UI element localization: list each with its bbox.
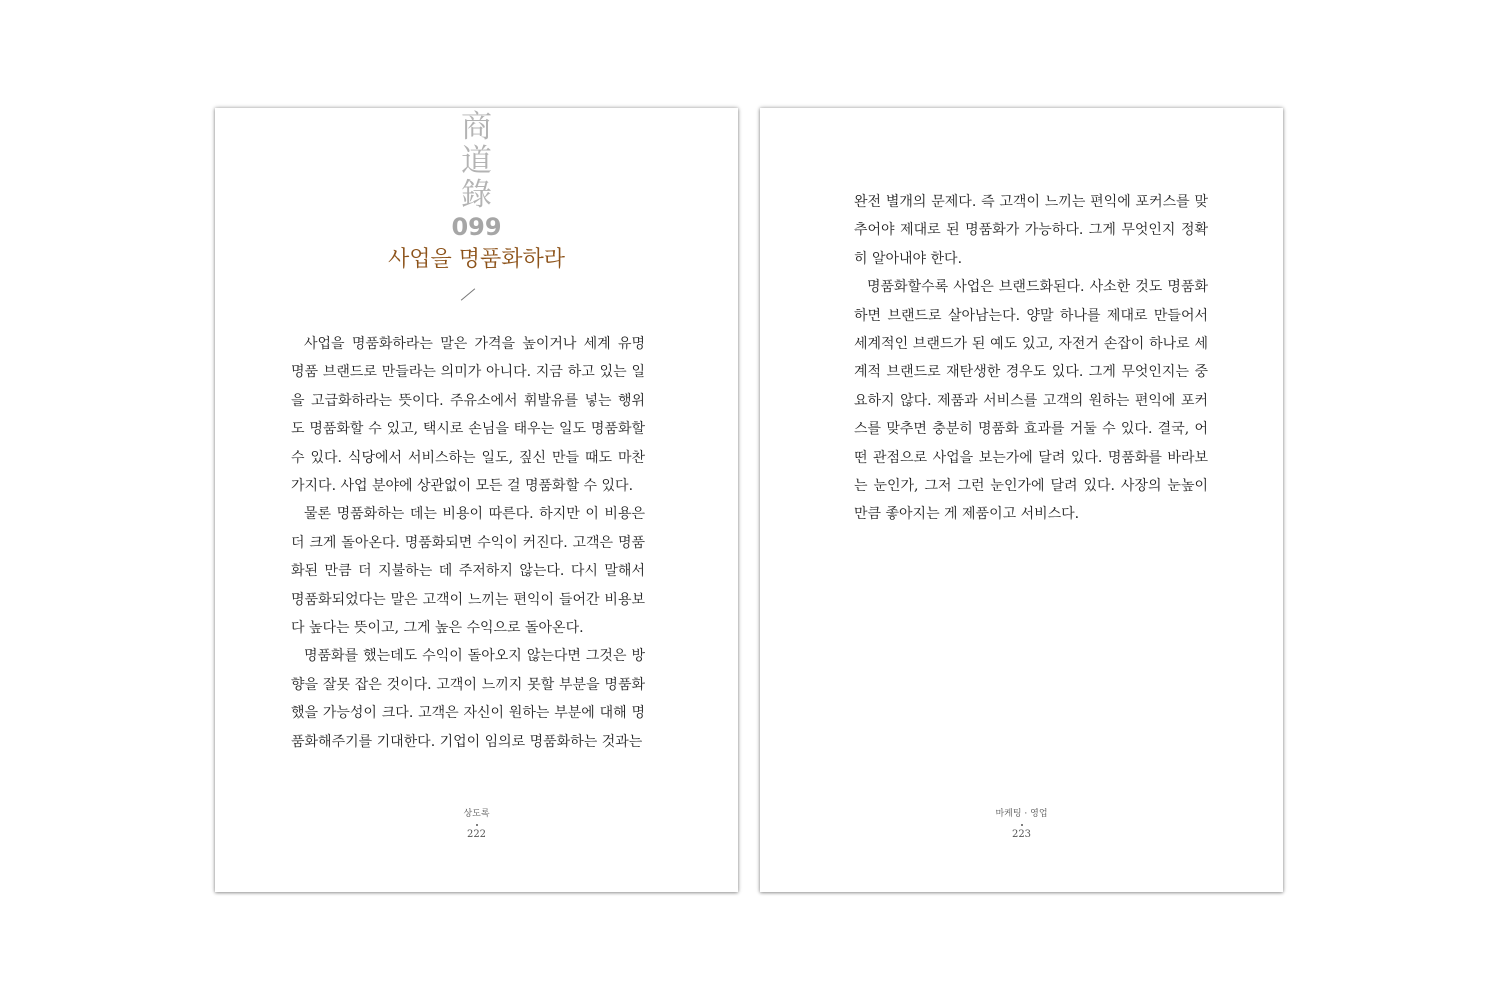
left-footer (215, 808, 738, 841)
paragraph: 물론 명품화하는 데는 비용이 따른다. 하지만 이 비용은 더 크게 돌아온다. 명품화되면 수익이 커진다. 고객은 명품화된 만큼 더 지불하는 데 주저하지 않는다. 다시 말해서 명품화되었다는 말은 고객이 느끼는 편익이 들어간 비용보다 높다는 뜻이고, 그게 높은 수익으로 돌아온다. (291, 506, 645, 637)
paragraph: 사업을 명품화하라는 말은 가격을 높이거나 세계 유명 명품 브랜드로 만들라는 의미가 아니다. 지금 하고 있는 일을 고급화하라는 뜻이다. 주유소에서 휘발유를 넣는 행위도 명품화할 수 있고, 택시로 손님을 태우는 일도 명품화할 수 있다. 식당에서 서비스하는 일도, 짚신 만들 때도 마찬가지다. 사업 분야에 상관없이 모든 걸 명품화할 수 있다. (291, 336, 645, 495)
footer-section: 마케팅 · 영업 (995, 809, 1048, 819)
right-body-text (854, 188, 1208, 529)
page-number: 223 (1011, 829, 1032, 840)
chapter-number: 099 (451, 213, 502, 241)
left-page (215, 108, 738, 892)
right-page (760, 108, 1283, 892)
right-footer (760, 808, 1283, 841)
page-number: 222 (466, 829, 487, 840)
hanja-char: 錄 (461, 177, 492, 213)
hanja-title (215, 110, 738, 212)
left-body-text (291, 330, 645, 756)
slash-ornament (461, 288, 475, 300)
hanja-char: 道 (461, 143, 492, 179)
paragraph: 명품화를 했는데도 수익이 돌아오지 않는다면 그것은 방향을 잘못 잡은 것이다. 고객이 느끼지 못할 부분을 명품화했을 가능성이 크다. 고객은 자신이 원하는 부분에 대해 명품화해주기를 기대한다. 기업이 임의로 명품화하는 것과는 (291, 648, 645, 750)
footer-section: 상도록 (463, 809, 490, 819)
paragraph: 완전 별개의 문제다. 즉 고객이 느끼는 편익에 포커스를 맞추어야 제대로 된 명품화가 가능하다. 그게 무엇인지 정확히 알아내야 한다. (854, 194, 1208, 267)
footer-dot (1021, 824, 1023, 826)
hanja-char: 商 (461, 109, 492, 145)
footer-dot (476, 824, 478, 826)
paragraph: 명품화할수록 사업은 브랜드화된다. 사소한 것도 명품화하면 브랜드로 살아남는다. 양말 하나를 제대로 만들어서 세계적인 브랜드가 된 예도 있고, 자전거 손잡이 하나로 세계적 브랜드로 재탄생한 경우도 있다. 그게 무엇인지는 중요하지 않다. 제품과 서비스를 고객의 원하는 편익에 포커스를 맞추면 충분히 명품화 효과를 거둘 수 있다. 결국, 어떤 관점으로 사업을 보는가에 달려 있다. 명품화를 바라보는 눈인가, 그저 그런 눈인가에 달려 있다. 사장의 눈높이만큼 좋아지는 게 제품이고 서비스다. (854, 279, 1208, 523)
chapter-title: 사업을 명품화하라 (387, 247, 565, 272)
